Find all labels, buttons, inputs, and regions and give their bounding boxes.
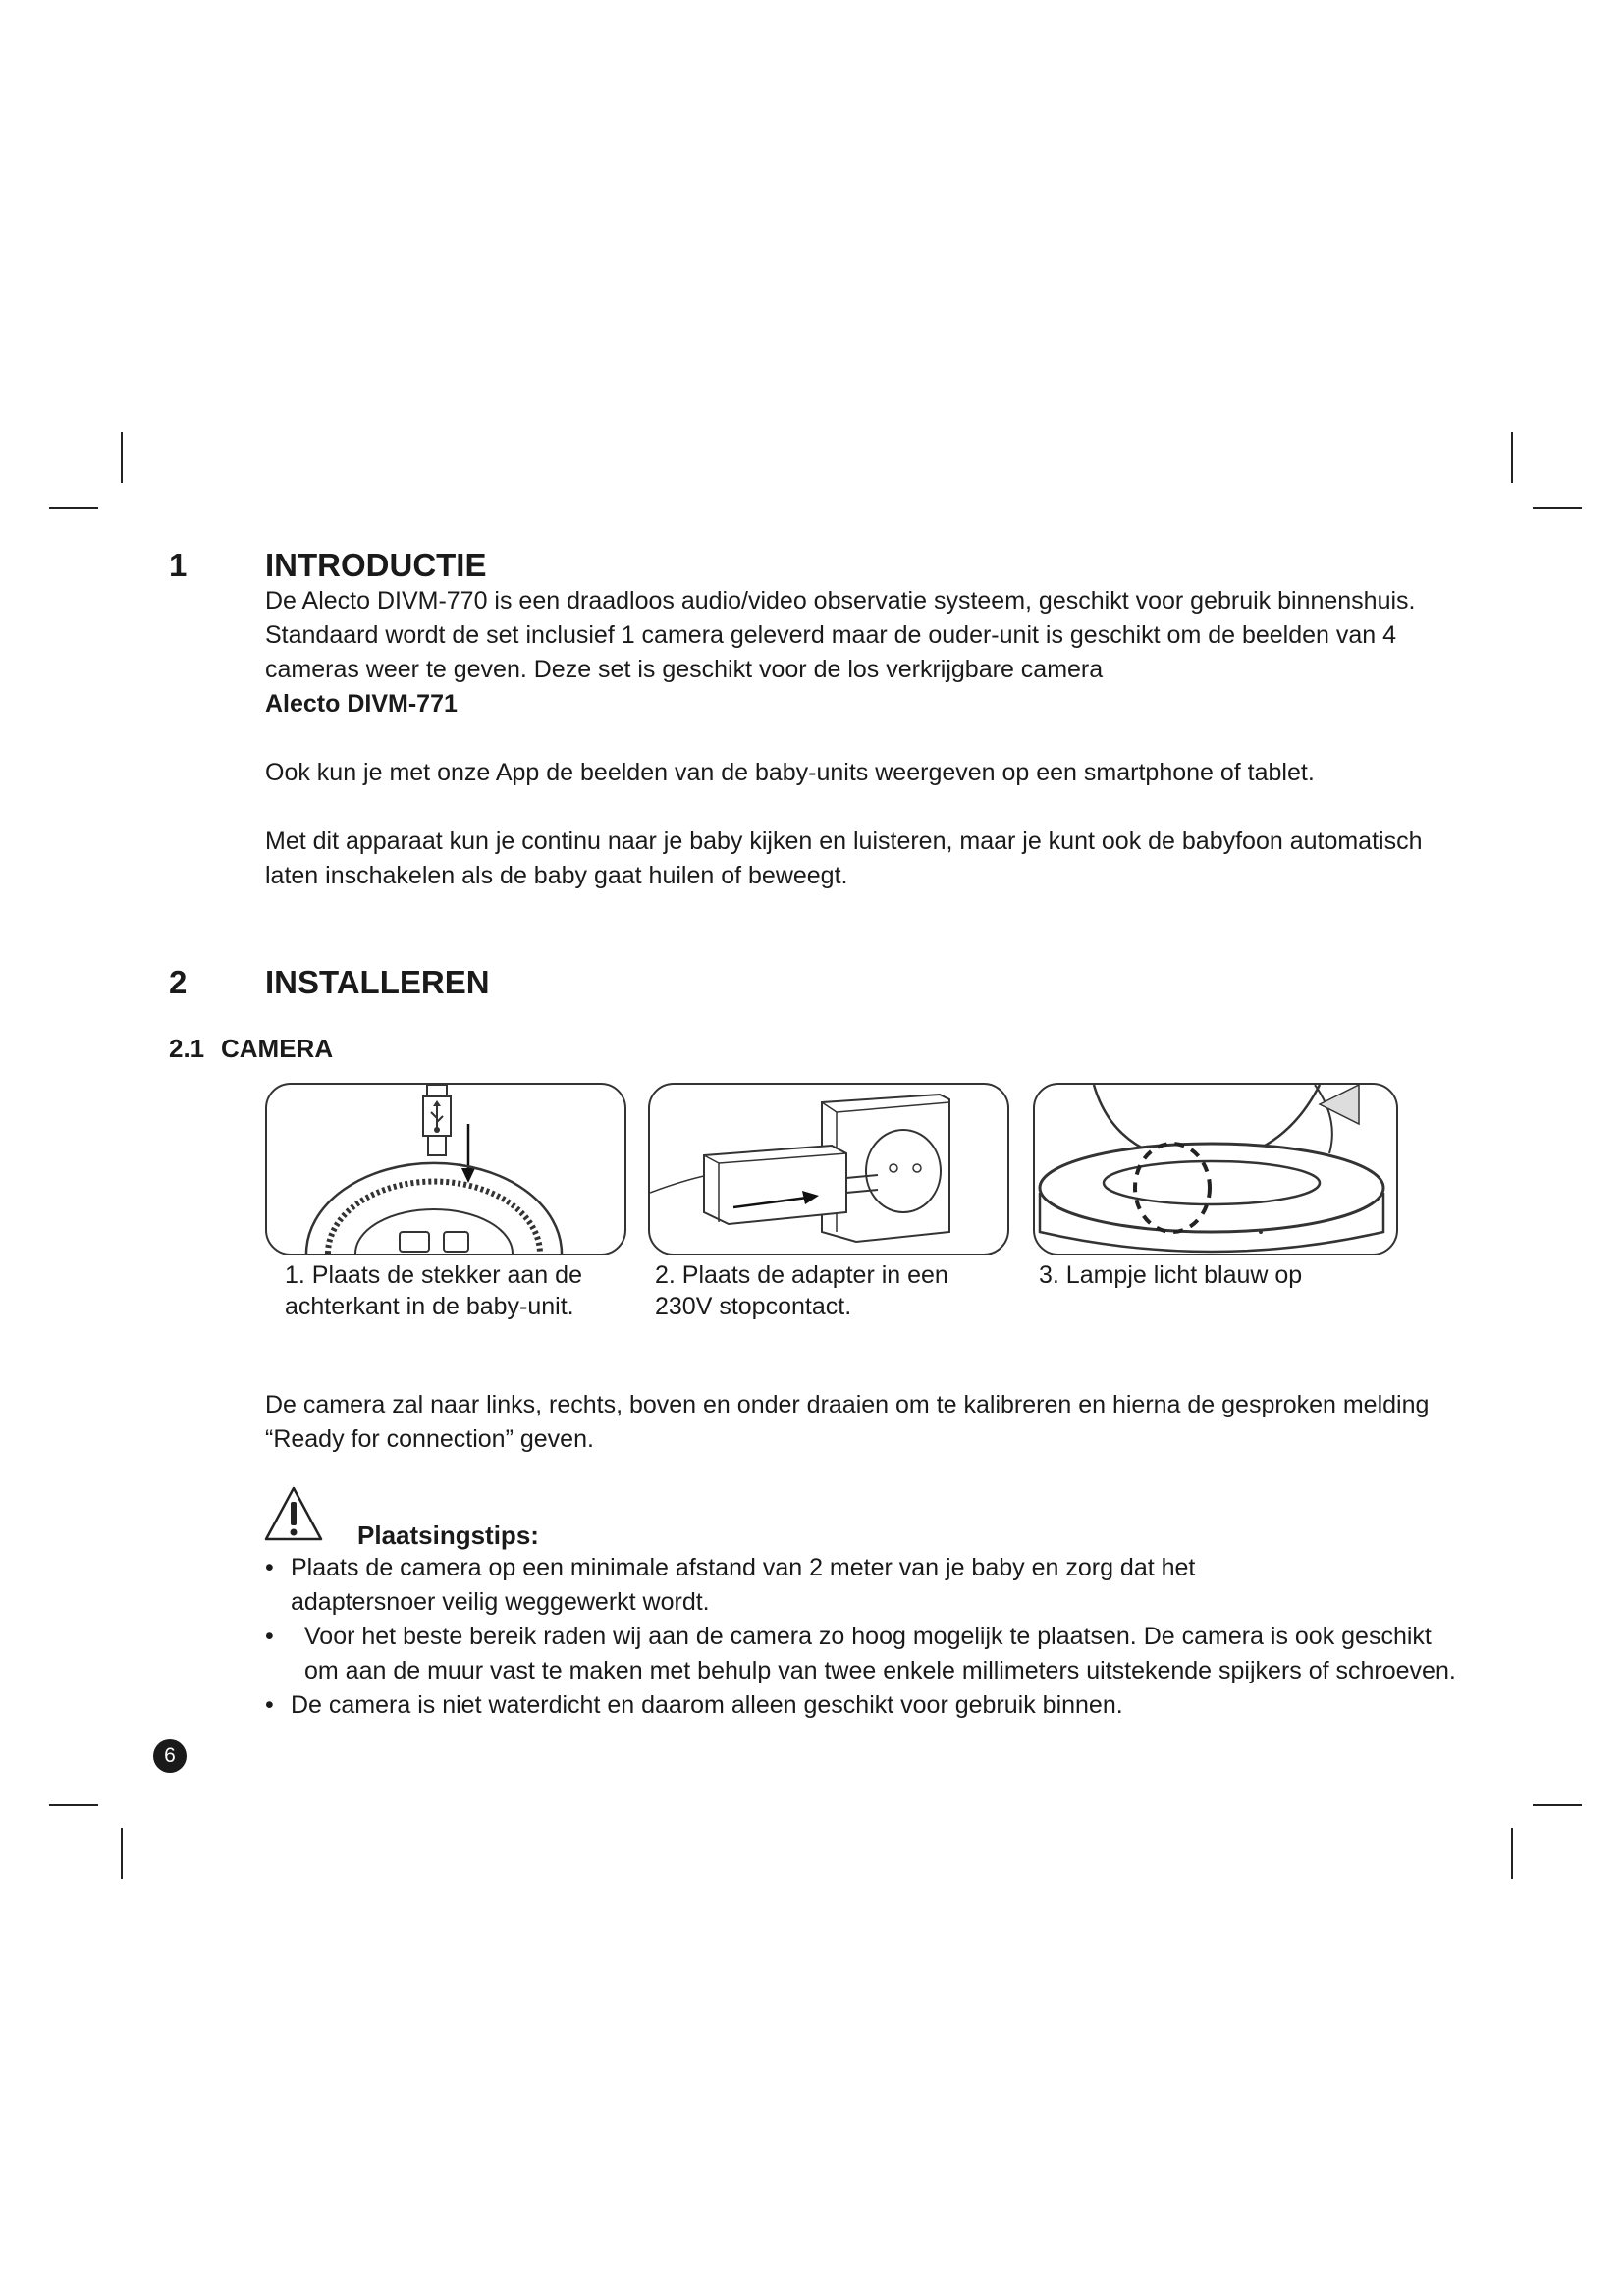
crop-mark [1511,1828,1513,1879]
list-item [265,1551,1473,1620]
crop-mark [1511,432,1513,483]
bullet: • [265,1691,274,1719]
adapter-illustration [650,1085,1007,1254]
crop-mark [1533,507,1582,509]
list-item [265,1688,1473,1723]
tip-text: De camera is niet waterdicht en daarom alleen geschikt voor gebruik binnen. [291,1691,1123,1719]
intro-paragraph-3: Met dit apparaat kun je continu naar je baby kijken en luisteren, maar je kunt ook de babyfoon automatisch laten inschakelen als de baby gaat huilen of beweegt. [265,828,1423,889]
figure-adapter-socket [648,1083,1009,1255]
intro-paragraph-1: De Alecto DIVM-770 is een draadloos audio/video observatie systeem, geschikt voor gebruik binnenshuis. Standaard wordt de set inclusief 1 camera geleverd maar de ouder-unit is geschikt om de beelden van 4 cameras weer te geven. Deze set is geschikt voor de los verkrijgbare camera Alecto DIVM-771 [265,587,1416,718]
product-name: Alecto DIVM-771 [265,690,458,718]
crop-mark [1533,1804,1582,1806]
warning-triangle-icon [263,1485,324,1542]
figure-caption-2: 2. Plaats de adapter in een 230V stopcontact. [655,1261,948,1320]
section-number: 2 [169,964,188,1000]
section-number: 1 [169,547,188,583]
figure-caption-3: 3. Lampje licht blauw op [1039,1261,1303,1289]
usb-plug-illustration [267,1085,624,1254]
figure-caption-1: 1. Plaats de stekker aan de achterkant in de baby-unit. [285,1261,582,1320]
bullet: • [265,1623,274,1650]
crop-mark [121,432,123,483]
bullet: • [265,1554,274,1581]
figure-camera-led [1033,1083,1398,1255]
camera-base-illustration [1035,1085,1396,1254]
subsection-title: CAMERA [221,1034,334,1063]
tip-text: Voor het beste bereik raden wij aan de camera zo hoog mogelijk te plaatsen. De camera is ook geschikt om aan de muur vast te maken met behulp van twee enkele millimeters uitstekende spijkers of schroeven. [304,1623,1456,1684]
page-number: 6 [153,1739,187,1773]
usb-plug-icon [431,1100,443,1133]
section-title: INTRODUCTIE [265,547,487,583]
intro-text [265,584,1473,893]
subsection-number: 2.1 [169,1034,205,1063]
crop-mark [49,507,98,509]
tip-text: Plaats de camera op een minimale afstand van 2 meter van je baby en zorg dat het adaptersnoer veilig weggewerkt wordt. [291,1554,1196,1616]
figure-usb-plug [265,1083,626,1255]
section-title: INSTALLEREN [265,964,490,1000]
calibration-text: De camera zal naar links, rechts, boven en onder draaien om te kalibreren en hierna de gesproken melding “Ready for connection” geven. [265,1391,1430,1453]
tips-list [265,1551,1473,1723]
tips-title: Plaatsingstips: [357,1521,539,1550]
intro-paragraph-2: Ook kun je met onze App de beelden van de baby-units weergeven op een smartphone of tablet. [265,759,1315,786]
crop-mark [121,1828,123,1879]
crop-mark [49,1804,98,1806]
list-item [265,1620,1473,1688]
